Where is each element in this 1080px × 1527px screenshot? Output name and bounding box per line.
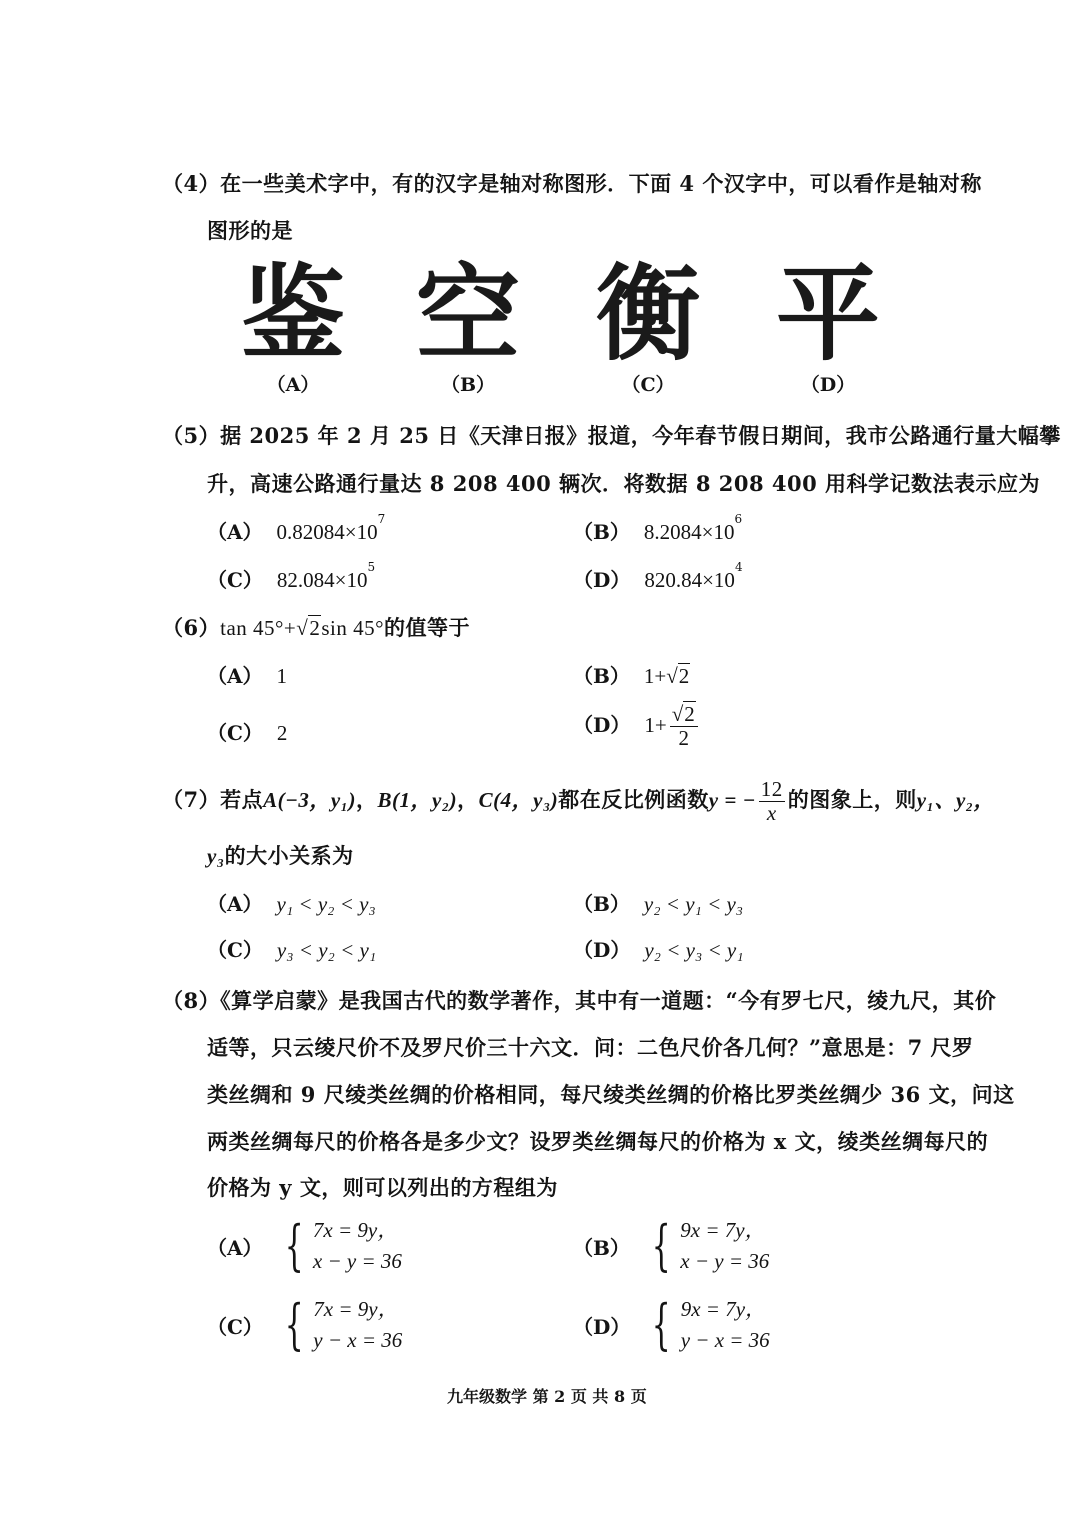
q5-option-c	[207, 560, 376, 593]
left-brace-icon: {	[284, 1293, 304, 1356]
q8-option-c	[207, 1294, 402, 1356]
q7-point-a: A(−3，y₁)	[263, 788, 356, 813]
q8-line5: 价格为 y 文，则可以列出的方程组为	[207, 1175, 558, 1200]
option-label: （B）	[573, 1235, 630, 1260]
q4-label-d: （D）	[800, 374, 856, 396]
q7-func-lhs: y = −	[708, 788, 756, 813]
q8-line2: 适等，只云绫尺价不及罗尺价三十六文．问：二色尺价各几何？”意思是：7 尺罗	[207, 1035, 974, 1060]
q7-line2	[207, 840, 354, 870]
q4-char-b: 空	[415, 253, 520, 375]
q7-stem: （7）若点A(−3，y₁)，B(1，y₂)，C(4，y₃)都在反比例函数y = − $\frac{12}{x}$ 的图象上，则y₁、y₂，	[162, 777, 996, 826]
option-label: （C）	[207, 721, 263, 745]
equation-1: 7x = 9y，	[313, 1297, 399, 1321]
q7-option-a	[207, 888, 376, 917]
fraction-numerator: 12	[760, 777, 783, 801]
option-exponent: 6	[734, 512, 743, 526]
sqrt-sign: √	[296, 616, 309, 640]
q6-option-d	[573, 703, 701, 750]
q4-label-a: （A）	[266, 374, 320, 396]
option-value: y₁ < y₂ < y₃	[276, 892, 376, 916]
fraction-denominator: x	[766, 801, 777, 826]
q6-prefix: （6）	[162, 615, 221, 640]
option-label: （D）	[573, 713, 631, 738]
option-label: （C）	[207, 568, 263, 592]
q8-line1: （8）《算学启蒙》是我国古代的数学著作，其中有一道题：“今有罗七尺，绫九尺，其价	[162, 988, 997, 1013]
q7-point-b: B(1，y₂)	[377, 788, 458, 813]
option-label: （D）	[573, 1314, 631, 1339]
q6-suffix: 的值等于	[383, 615, 470, 640]
option-value: 8.2084×10	[643, 520, 735, 544]
q7-after: 的图象上，则	[787, 787, 917, 813]
q7-vars: y₁、y₂，	[916, 788, 996, 813]
fraction-numerator	[670, 703, 698, 727]
option-label: （D）	[573, 938, 631, 962]
option-exponent: 5	[367, 560, 376, 574]
q7-option-d	[573, 934, 744, 963]
option-label: （C）	[207, 938, 263, 962]
option-value: 820.84×10	[644, 568, 735, 592]
option-value: y₂ < y₁ < y₃	[643, 892, 744, 916]
equation-2: x − y = 36	[312, 1249, 402, 1273]
q4-char-d: 平	[775, 253, 880, 375]
q8-line4: 两类丝绸每尺的价格各是多少文？设罗类丝绸每尺的价格为 x 文，绫类丝绸每尺的	[207, 1129, 989, 1154]
q8-line3: 类丝绸和 9 尺绫类丝绸的价格相同，每尺绫类丝绸的价格比罗类丝绸少 36 文，问这	[207, 1082, 1015, 1107]
equation-1: 9x = 7y，	[680, 1297, 767, 1321]
q5-option-b	[573, 512, 743, 545]
equation-2: y − x = 36	[680, 1328, 770, 1352]
option-value: 1	[276, 664, 288, 688]
option-label: （D）	[573, 568, 631, 592]
q4-label-b: （B）	[440, 374, 496, 396]
option-prefix: 1+	[643, 664, 667, 688]
q4-char-a: 鉴	[240, 253, 345, 375]
sqrt-radicand: 2	[678, 664, 690, 688]
equation-system	[313, 1215, 402, 1277]
q6-expr-a: tan 45°+	[220, 616, 297, 640]
equation-system	[313, 1294, 402, 1356]
left-brace-icon: {	[284, 1214, 304, 1277]
q7-middle: 都在反比例函数	[558, 787, 709, 813]
left-brace-icon: {	[651, 1214, 671, 1277]
q4-line2: 图形的是	[207, 218, 293, 243]
sqrt-sign: √	[666, 664, 678, 688]
equation-2: x − y = 36	[680, 1249, 770, 1273]
q7-line2-text: 的大小关系为	[224, 843, 354, 868]
option-label: （B）	[573, 664, 630, 688]
option-label: （C）	[207, 1314, 263, 1339]
sqrt-radicand: 2	[309, 616, 321, 640]
equation-system	[680, 1215, 769, 1277]
q4-label-c: （C）	[621, 374, 675, 396]
q6-expr-b: sin 45°	[321, 616, 384, 640]
option-value: 2	[276, 721, 288, 745]
option-label: （A）	[207, 520, 263, 544]
fraction-denominator: 2	[678, 726, 689, 751]
q7-option-c	[207, 934, 376, 963]
q4-char-c: 衡	[595, 253, 700, 375]
q8-option-b	[573, 1215, 769, 1277]
left-brace-icon: {	[652, 1293, 671, 1356]
q7-line2-var: y₃	[207, 844, 225, 868]
option-label: （B）	[573, 892, 630, 916]
q5-option-d	[573, 560, 743, 593]
q6-option-a	[207, 660, 287, 689]
option-label: （A）	[207, 664, 263, 688]
option-label: （B）	[573, 520, 630, 544]
equation-2: y − x = 36	[313, 1328, 403, 1352]
equation-system	[681, 1294, 770, 1356]
option-exponent: 7	[377, 512, 386, 526]
page-footer: 九年级数学 第 2 页 共 8 页	[447, 1387, 647, 1406]
q6-option-c	[207, 717, 287, 746]
q4-line1: （4）在一些美术字中，有的汉字是轴对称图形．下面 4 个汉字中，可以看作是轴对称	[162, 171, 982, 196]
option-value: y₃ < y₂ < y₁	[276, 938, 377, 962]
option-prefix: 1+	[644, 713, 667, 738]
equation-1: 9x = 7y，	[680, 1218, 766, 1242]
equation-1: 7x = 9y，	[312, 1218, 399, 1242]
option-value: 0.82084×10	[276, 520, 378, 544]
q7-option-b	[573, 888, 743, 917]
q7-point-c: C(4，y₃)	[478, 788, 559, 813]
q8-option-a	[207, 1215, 402, 1277]
option-exponent: 4	[734, 560, 743, 574]
fraction	[670, 703, 698, 750]
q6-option-b	[573, 660, 690, 689]
q5-option-a	[207, 512, 386, 545]
option-value: y₂ < y₃ < y₁	[644, 938, 744, 962]
q5-line2: 升，高速公路通行量达 8 208 400 辆次．将数据 8 208 400 用科学记数法表示应为	[207, 471, 1041, 496]
option-value: 82.084×10	[276, 568, 368, 592]
q5-line1: （5）据 2025 年 2 月 25 日《天津日报》报道，今年春节假日期间，我市公路通行量大幅攀	[162, 423, 1061, 448]
q7-fraction	[759, 778, 785, 825]
sqrt-radicand: 2	[684, 702, 695, 726]
q6-stem	[162, 612, 470, 642]
q7-prefix: （7）若点	[162, 787, 264, 813]
option-label: （A）	[207, 1235, 263, 1260]
q8-option-d	[573, 1294, 770, 1356]
sqrt-sign: √	[671, 702, 684, 726]
option-label: （A）	[207, 892, 263, 916]
